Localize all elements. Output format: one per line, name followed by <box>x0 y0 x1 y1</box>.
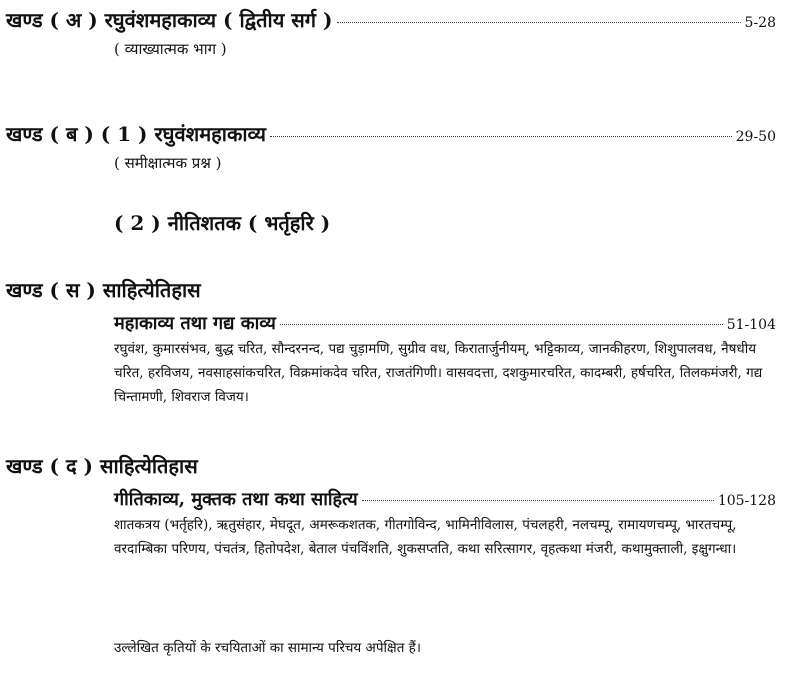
section-b-part2: ( 2 ) नीतिशतक ( भर्तृहरि ) <box>114 211 331 235</box>
section-c-heading: खण्ड ( स ) साहित्येतिहास <box>6 278 201 302</box>
section-b <box>6 120 776 236</box>
section-a <box>6 6 776 59</box>
section-c-subheading: महाकाव्य तथा गद्य काव्य <box>114 313 276 334</box>
section-d-text: शातकत्रय (भर्तृहरि), ऋतुसंहार, मेघदूत, अमरूकशतक, गीतगोविन्द, भामिनीविलास, पंचलहरी, नलचम्पू, रामायणचम्पू, भारतचम्पू, वरदाम्बिका परिणय, पंचतंत्र, हितोपदेश, बेताल पंचविंशति, शुकसप्तति, कथा सरित्सागर, वृहत्कथा मंजरी, कथामुक्ताली, इक्षुगन्धा। <box>114 517 737 557</box>
section-b-entry <box>6 120 776 147</box>
dot-leader <box>362 500 714 501</box>
section-c-entry <box>114 311 776 335</box>
section-b-note: ( समीक्षात्मक प्रश्न ) <box>114 154 222 172</box>
section-d <box>6 452 776 561</box>
section-d-entry <box>114 487 776 511</box>
section-a-entry <box>6 6 776 33</box>
dot-leader <box>280 324 723 325</box>
section-d-heading: खण्ड ( द ) साहित्येतिहास <box>6 454 198 478</box>
section-c <box>6 276 776 409</box>
section-a-note: ( व्याख्यात्मक भाग ) <box>114 40 227 58</box>
footer-note: उल्लेखित कृतियों के रचयिताओं का सामान्य परिचय अपेक्षित हैं। <box>114 640 421 656</box>
section-b-heading: खण्ड ( ब ) ( 1 ) रघुवंशमहाकाव्य <box>6 122 266 146</box>
section-a-pages: 5-28 <box>744 15 776 31</box>
section-c-text: रघुवंश, कुमारसंभव, बुद्ध चरित, सौन्दरनन्द, पद्य चुड़ामणि, सुग्रीव वध, किरातार्जुनीयम्, भट्टिकाव्य, जानकीहरण, शिशुपालवध, नैषधीय चरित, हरविजय, नवसाहसांकचरित, विक्रमांकदेव चरित, राजतंगिणी। वासवदत्ता, दशकुमारचरित, कादम्बरी, हर्षचरित, तिलकमंजरी, गद्य चिन्तामणी, शिवराज विजय। <box>114 341 763 405</box>
section-b-pages: 29-50 <box>735 129 776 145</box>
dot-leader <box>270 136 732 137</box>
section-c-pages: 51-104 <box>726 317 776 333</box>
section-d-subheading: गीतिकाव्य, मुक्तक तथा कथा साहित्य <box>114 489 358 510</box>
section-a-heading: खण्ड ( अ ) रघुवंशमहाकाव्य ( द्वितीय सर्ग ) <box>6 8 333 32</box>
section-d-pages: 105-128 <box>717 493 776 509</box>
dot-leader <box>337 22 741 23</box>
